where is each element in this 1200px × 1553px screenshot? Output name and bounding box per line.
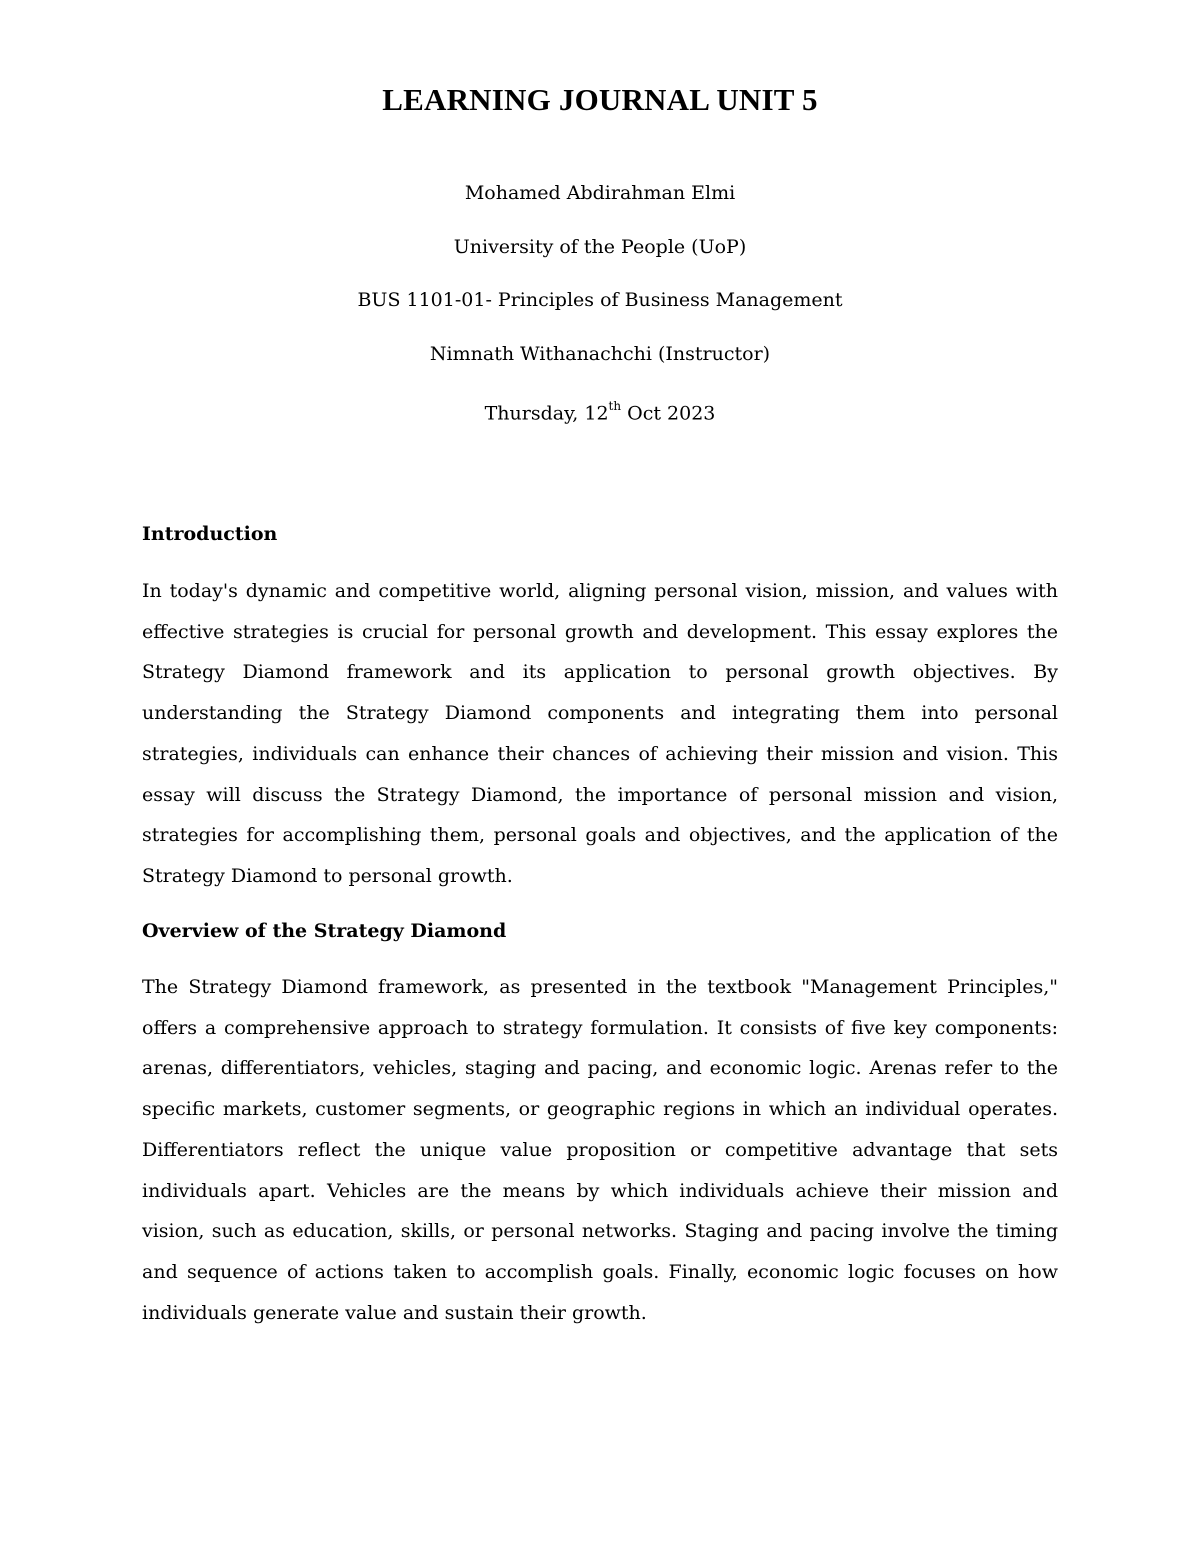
section-heading-introduction: Introduction [142, 523, 278, 545]
date-suffix: Oct 2023 [621, 402, 716, 425]
section-heading-overview: Overview of the Strategy Diamond [142, 920, 507, 942]
author-name: Mohamed Abdirahman Elmi [464, 182, 736, 204]
document-date [0, 395, 1200, 426]
course-name: BUS 1101-01- Principles of Business Management [357, 289, 843, 311]
document-title: LEARNING JOURNAL UNIT 5 [382, 82, 818, 117]
instructor-name: Nimnath Withanachchi (Instructor) [429, 343, 771, 365]
date-prefix: Thursday, 12 [484, 402, 609, 425]
institution-name: University of the People (UoP) [453, 236, 747, 258]
date-superscript: th [608, 399, 622, 413]
section-body-overview: The Strategy Diamond framework, as presented in the textbook "Management Principles," offers a comprehensive approach to strategy formulation. It consists of five key components: arenas, differentiators, vehicles, staging and pacing, and economic logic. Arenas refer to the specific markets, customer segments, or geographic regions in which an individual operates. Differentiators reflect the unique value proposition or competitive advantage that sets individuals apart. Vehicles are the means by which individuals achieve their mission and vision, such as education, skills, or personal networks. Staging and pacing involve the timing and sequence of actions taken to accomplish goals. Finally, economic logic focuses on how individuals generate value and sustain their growth. [142, 976, 1058, 1324]
section-body-introduction: In today's dynamic and competitive world, aligning personal vision, mission, and values with effective strategies is crucial for personal growth and development. This essay explores the Strategy Diamond framework and its application to personal growth objectives. By understanding the Strategy Diamond components and integrating them into personal strategies, individuals can enhance their chances of achieving their mission and vision. This essay will discuss the Strategy Diamond, the importance of personal mission and vision, strategies for accomplishing them, personal goals and objectives, and the application of the Strategy Diamond to personal growth. [142, 580, 1058, 887]
